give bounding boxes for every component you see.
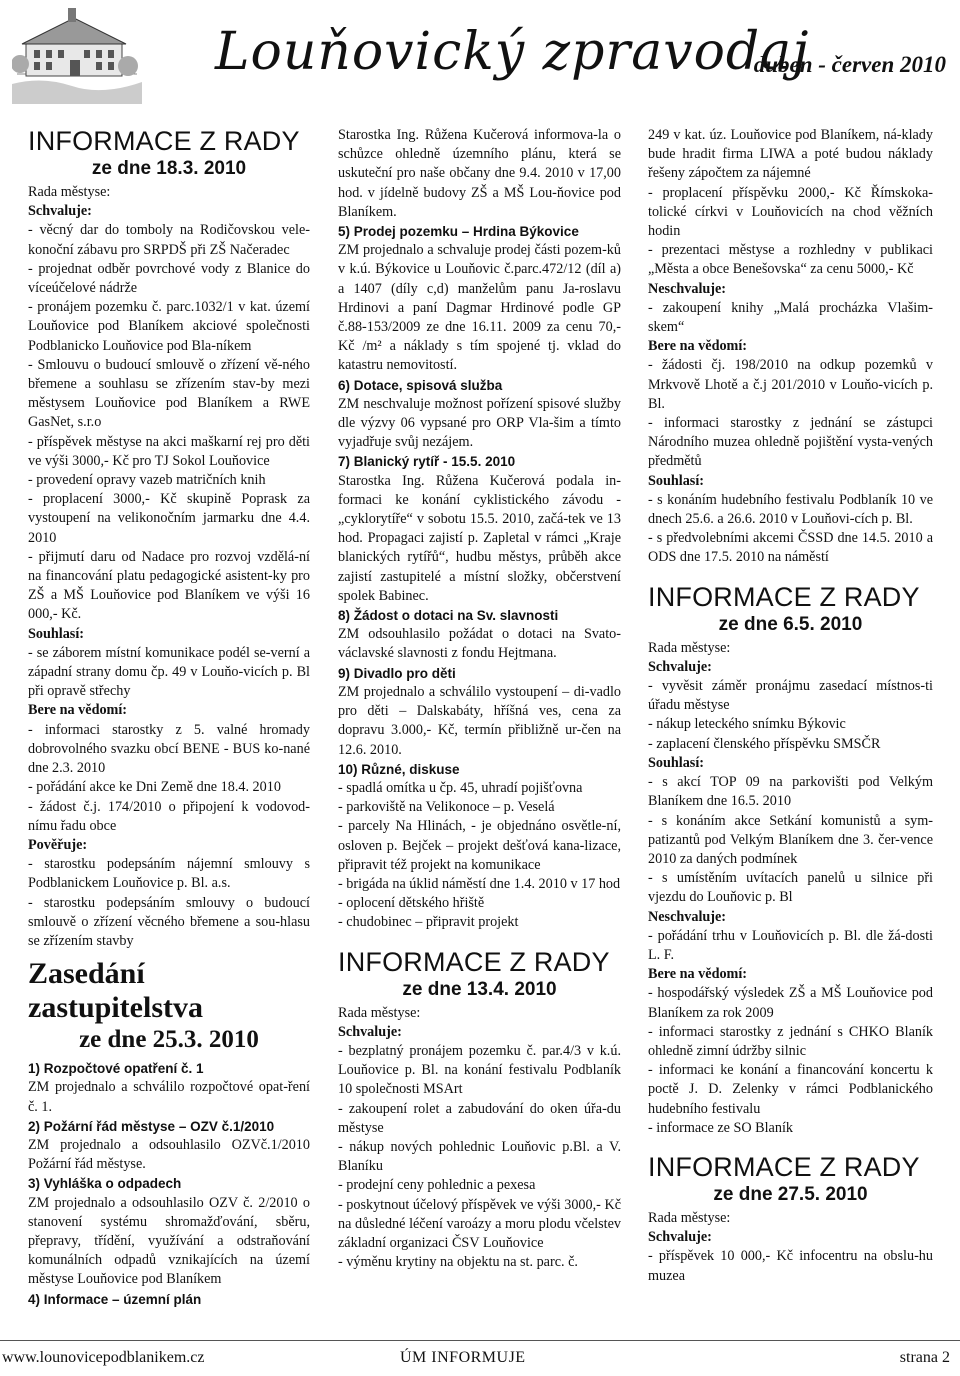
paragraph: - pořádání akce ke Dni Země dne 18.4. 2010 <box>28 779 281 796</box>
paragraph: - žádosti čj. 198/2010 na odkup pozemků v Mrkvově Lhotě a č.j 201/2010 v Louňo-vicích p. Bl. <box>648 357 933 412</box>
paragraph: Rada městyse: <box>648 639 731 656</box>
paragraph: - s konáním akce Setkání komunistů a sym-patizantů pod Velkým Blaníkem dne 3. čer-vence 2010 za daných podmínek <box>648 812 933 867</box>
subheading: Schvaluje: <box>338 1023 402 1040</box>
subheading: Pověřuje: <box>28 836 88 853</box>
paragraph: - proplacení 3000,- Kč skupině Poprask za vystoupení na velikonočním jarmarku dne 4.4. 2010 <box>28 491 310 546</box>
paragraph-list <box>648 1209 933 1286</box>
section-heading: INFORMACE Z RADY <box>648 581 920 612</box>
paragraph: - proplacení příspěvku 2000,- Kč Římskoka-tolické církvi v Louňovicích na chod věžních hodin <box>648 184 933 240</box>
paragraph: Starostka Ing. Růžena Kučerová podala in-formaci ke konání cyklistického závodu - „cyklorytíře“ v sobotu 15.5. 2010, začá-tek ve 13 hod. Propagaci zajistí p. Zapletal v rámci „Kraje blanických rytířů“, hudbu městys, průběh akce zajistí zastupitelé a místní složky, občerstvení spolek Babinec. <box>338 472 621 604</box>
paragraph: ZM odsouhlasilo požádat o dotaci na Svato-václavské slavnosti z fondu Hejtmana. <box>338 626 621 662</box>
castle-illustration <box>12 4 142 104</box>
paragraph: - oplocení dětského hřiště <box>338 895 485 912</box>
paragraph: - zakoupení rolet a zabudování do oken úřa-du městyse <box>338 1100 621 1136</box>
paragraph: - zakoupení knihy „Malá procházka Vlašim-skem“ <box>648 299 933 336</box>
subheading: 6) Dotace, spisová služba <box>338 377 503 393</box>
paragraph: - věcný dar do tomboly na Rodičovskou vele-konoční zábavu pro SRPDŠ při ZŠ Načeradec <box>28 222 310 258</box>
subheading: 7) Blanický rytíř - 15.5. 2010 <box>338 454 516 470</box>
paragraph: ZM projednalo a schvaluje prodej části pozem-ků v k.ú. Býkovice u Louňovic č.parc.472/12 (díl a) a 1407 (díly c,d) manželům panu Ja-roslavu Hrdinovi a paní Dagmar Hrdinové podle GP č.88-153/2009 ze dne 16.11. 2009 za cenu 70,- Kč /m² a náklady s tím spojené tj. vklad do katastru nemovitostí. <box>338 242 621 374</box>
paragraph: - informaci ke konání a financování koncertu k poctě J. D. Zelenky v rámci Podblanického hudebního festivalu <box>648 1062 933 1117</box>
subheading: 2) Požární řád městyse – OZV č.1/2010 <box>28 1118 275 1134</box>
paragraph: - s umístěním uvítacích panelů u silnice při vjezdu do Louňovic p. Bl <box>648 870 933 906</box>
column-2 <box>338 126 621 1272</box>
paragraph-list <box>648 126 933 568</box>
subheading: 9) Divadlo pro děti <box>338 665 456 681</box>
paragraph-list <box>28 183 310 951</box>
paragraph: - s konáním hudebního festivalu Podblaník 10 ve dnech 25.6. a 26.6. 2010 v Louňovi-cích p. Bl. <box>648 491 933 528</box>
paragraph: Rada městyse: <box>648 1209 731 1226</box>
paragraph: - s předvolebními akcemi ČSSD dne 14.5. 2010 a ODS dne 17.5. 2010 na náměstí <box>648 530 933 566</box>
paragraph: - starostku podepsáním nájemní smlouvy s Podblanickem Louňovice p. Bl. a.s. <box>28 856 310 892</box>
subheading: Bere na vědomí: <box>28 702 128 719</box>
paragraph: - spadlá omítka u čp. 45, uhradí pojišťovna <box>338 779 583 796</box>
paragraph: - informaci starostky z jednání se zástupci Národního muzea ohledně pojištění vysta-vených předmětů <box>648 415 933 470</box>
section-date: ze dne 6.5. 2010 <box>718 613 863 635</box>
section-heading: INFORMACE Z RADY <box>648 1151 920 1182</box>
subheading: Schvaluje: <box>28 203 92 220</box>
paragraph: Rada městyse: <box>338 1004 421 1021</box>
subheading: Neschvaluje: <box>648 280 727 297</box>
paragraph: ZM neschvaluje možnost pořízení spisové služby dle výzvy 06 vypsané pro ORP Vla-šim a tímto vyjadřuje svůj nezájem. <box>338 395 621 451</box>
paragraph: - chudobinec – připravit projekt <box>338 914 519 931</box>
subheading: Bere na vědomí: <box>648 966 748 983</box>
masthead-title: Louňovický zpravodaj <box>215 22 810 82</box>
paragraph-list <box>648 639 933 1138</box>
paragraph: - výměnu krytiny na objektu na st. parc. č. <box>338 1254 578 1271</box>
paragraph: - informaci starostky z 5. valné hromady dobrovolného svazku obcí BENE - BUS ko-nané dne 2.3. 2010 <box>28 721 310 777</box>
paragraph: - bezplatný pronájem pozemku č. par.4/3 v k.ú. Louňovice p. Bl. na konání festivalu Podblaník 10 společnosti MSArt <box>338 1042 621 1098</box>
column-1 <box>28 126 310 1309</box>
paragraph: - pronájem pozemku č. parc.1032/1 v kat. území Louňovice pod Blaníkem akciové společnosti Podblanicko Louňovice pod Bla-níkem <box>28 299 310 354</box>
page-number: strana 2 <box>899 1349 950 1366</box>
paragraph: Starostka Ing. Růžena Kučerová informova-la o schůzce ohledně územního plánu, která se uskuteční pro naše občany dne 9.4. 2010 v 17,00 hod. v jídelně budovy ZŠ a MŠ Lou-ňovice pod Blaníkem. <box>338 127 621 220</box>
website-link[interactable]: www.lounovicepodblanikem.cz <box>2 1349 205 1366</box>
section-date: ze dne 13.4. 2010 <box>402 978 557 1000</box>
paragraph: Rada městyse: <box>28 184 111 200</box>
paragraph: - prezentaci městyse a rozhledny v publikaci „Města a obce Benešovska“ za cenu 5000,- Kč <box>648 242 933 278</box>
paragraph: - poskytnout účelový příspěvek ve výši 3000,- Kč na důsledné léčení varoázy a moru plodu včelstev základní organizaci ČSV Louňovice <box>338 1196 621 1251</box>
paragraph: ZM projednalo a odsouhlasilo OZV č. 2/2010 o stanovení systému shromažďování, sběru, přepravy, třídění, využívání a odstraňování komunálních odpadů vznikajících na území městyse Louňovice pod Blaníkem <box>28 1194 310 1288</box>
section-date: ze dne 18.3. 2010 <box>91 158 247 179</box>
paragraph-list <box>338 126 621 933</box>
subheading: Neschvaluje: <box>648 908 727 925</box>
paragraph: - parcely Na Hlinách, - je objednáno osvětle-ní, osloven p. Bejček – projekt dešťová kana-lizace, připravit též projekt na komunikace <box>338 818 621 873</box>
subheading: 3) Vyhláška o odpadech <box>28 1176 182 1192</box>
paragraph: 249 v kat. úz. Louňovice pod Blaníkem, ná-klady bude hradit firma LIWA a poté budou náklady řešeny zápočtem za nájemné <box>648 127 933 182</box>
subheading: Schvaluje: <box>648 1229 712 1246</box>
paragraph: - brigáda na úklid náměstí dne 1.4. 2010 v 17 hod <box>338 875 621 892</box>
paragraph: - parkoviště na Velikonoce – p. Veselá <box>338 799 555 816</box>
section-date: ze dne 27.5. 2010 <box>713 1183 868 1205</box>
paragraph: - příspěvek 10 000,- Kč infocentru na obslu-hu muzea <box>648 1248 933 1284</box>
paragraph: - informaci starostky z jednání s CHKO Blaník ohledně zimní údržby silnic <box>648 1023 933 1059</box>
paragraph: - s akcí TOP 09 na parkovišti pod Velkým Blaníkem dne 16.5. 2010 <box>648 774 933 810</box>
issue-date: duben - červen 2010 <box>753 52 946 77</box>
subheading: 8) Žádost o dotaci na Sv. slavnosti <box>338 608 559 624</box>
paragraph-list <box>338 1004 621 1273</box>
paragraph: - Smlouvu o budoucí smlouvě o zřízení vě-ného břemene a souhlasu se zřízením stav-by mezi městysem Louňovice pod Blaníkem a RWE GasNet, s.r.o <box>28 356 310 431</box>
paragraph: - přijmutí daru od Nadace pro rozvoj vzdělá-ní na financování platu pedagogické asistent-ky pro ZŠ a MŠ Louňovice pod Blaníkem ve výši 16 000,- Kč. <box>28 548 310 623</box>
paragraph: ZM projednalo a schválilo vystoupení – di-vadlo pro děti – Dalskabáty, hříšná ves, cena za dopravu 3.000,- Kč, termín přibližně ur-čen na 12.6. 2010. <box>338 683 621 758</box>
subheading: Souhlasí: <box>648 472 704 489</box>
paragraph: - provedení opravy vazeb matričních knih <box>28 472 266 489</box>
paragraph: - prodejní ceny pohlednic a pexesa <box>338 1177 536 1194</box>
paragraph: - starostku podepsáním smlouvy o budoucí smlouvě o zřízení věcného břemene a sou-hlasu se zřízením stavby <box>28 894 310 949</box>
paragraph-list <box>28 1059 310 1309</box>
paragraph: - nákup nových pohlednic Louňovic p.Bl. a V. Blaníku <box>338 1138 621 1175</box>
subheading: 4) Informace – územní plán <box>28 1291 202 1307</box>
section-date: ze dne 25.3. 2010 <box>79 1026 259 1054</box>
paragraph: - projednat odběr povrchové vody z Blanice do víceúčelové nádrže <box>28 260 310 297</box>
footer-section-name: ÚM INFORMUJE <box>400 1349 526 1366</box>
column-3 <box>648 126 933 1286</box>
page-footer <box>0 1340 960 1376</box>
paragraph: - vyvěsit záměr pronájmu zasedací místnos-ti úřadu městyse <box>648 678 933 714</box>
subheading: 10) Různé, diskuse <box>338 761 460 777</box>
paragraph: ZM projednalo a schválilo rozpočtové opat-ření č. 1. <box>28 1079 310 1115</box>
paragraph: - pořádání trhu v Louňovicích p. Bl. dle žá-dosti L. F. <box>648 927 933 963</box>
paragraph: - se záborem místní komunikace podél se-verní a západní strany domu čp. 49 v Louňo-vicích p. Bl při opravě střechy <box>28 644 310 700</box>
paragraph: - informace ze SO Blaník <box>648 1119 793 1136</box>
paragraph: - nákup leteckého snímku Býkovic <box>648 716 846 733</box>
page-header <box>0 0 960 110</box>
section-heading: Zasedání zastupitelstva <box>28 957 203 1025</box>
section-heading: INFORMACE Z RADY <box>28 126 300 156</box>
paragraph: - žádost č.j. 174/2010 o připojení k vodovod-nímu řadu obce <box>28 798 310 834</box>
subheading: Souhlasí: <box>28 625 84 642</box>
subheading: 1) Rozpočtové opatření č. 1 <box>28 1061 204 1077</box>
subheading: 5) Prodej pozemku – Hrdina Býkovice <box>338 224 579 240</box>
paragraph: - hospodářský výsledek ZŠ a MŠ Louňovice pod Blaníkem za rok 2009 <box>648 985 933 1021</box>
subheading: Bere na vědomí: <box>648 338 748 355</box>
section-heading: INFORMACE Z RADY <box>338 946 610 977</box>
subheading: Schvaluje: <box>648 658 712 675</box>
subheading: Souhlasí: <box>648 754 704 771</box>
paragraph: - zaplacení členského příspěvku SMSČR <box>648 735 881 752</box>
paragraph: - příspěvek městyse na akci maškarní rej pro děti ve výši 3000,- Kč pro TJ Sokol Louňovice <box>28 433 310 469</box>
paragraph: ZM projednalo a odsouhlasilo OZVč.1/2010 Požární řád městyse. <box>28 1136 310 1173</box>
